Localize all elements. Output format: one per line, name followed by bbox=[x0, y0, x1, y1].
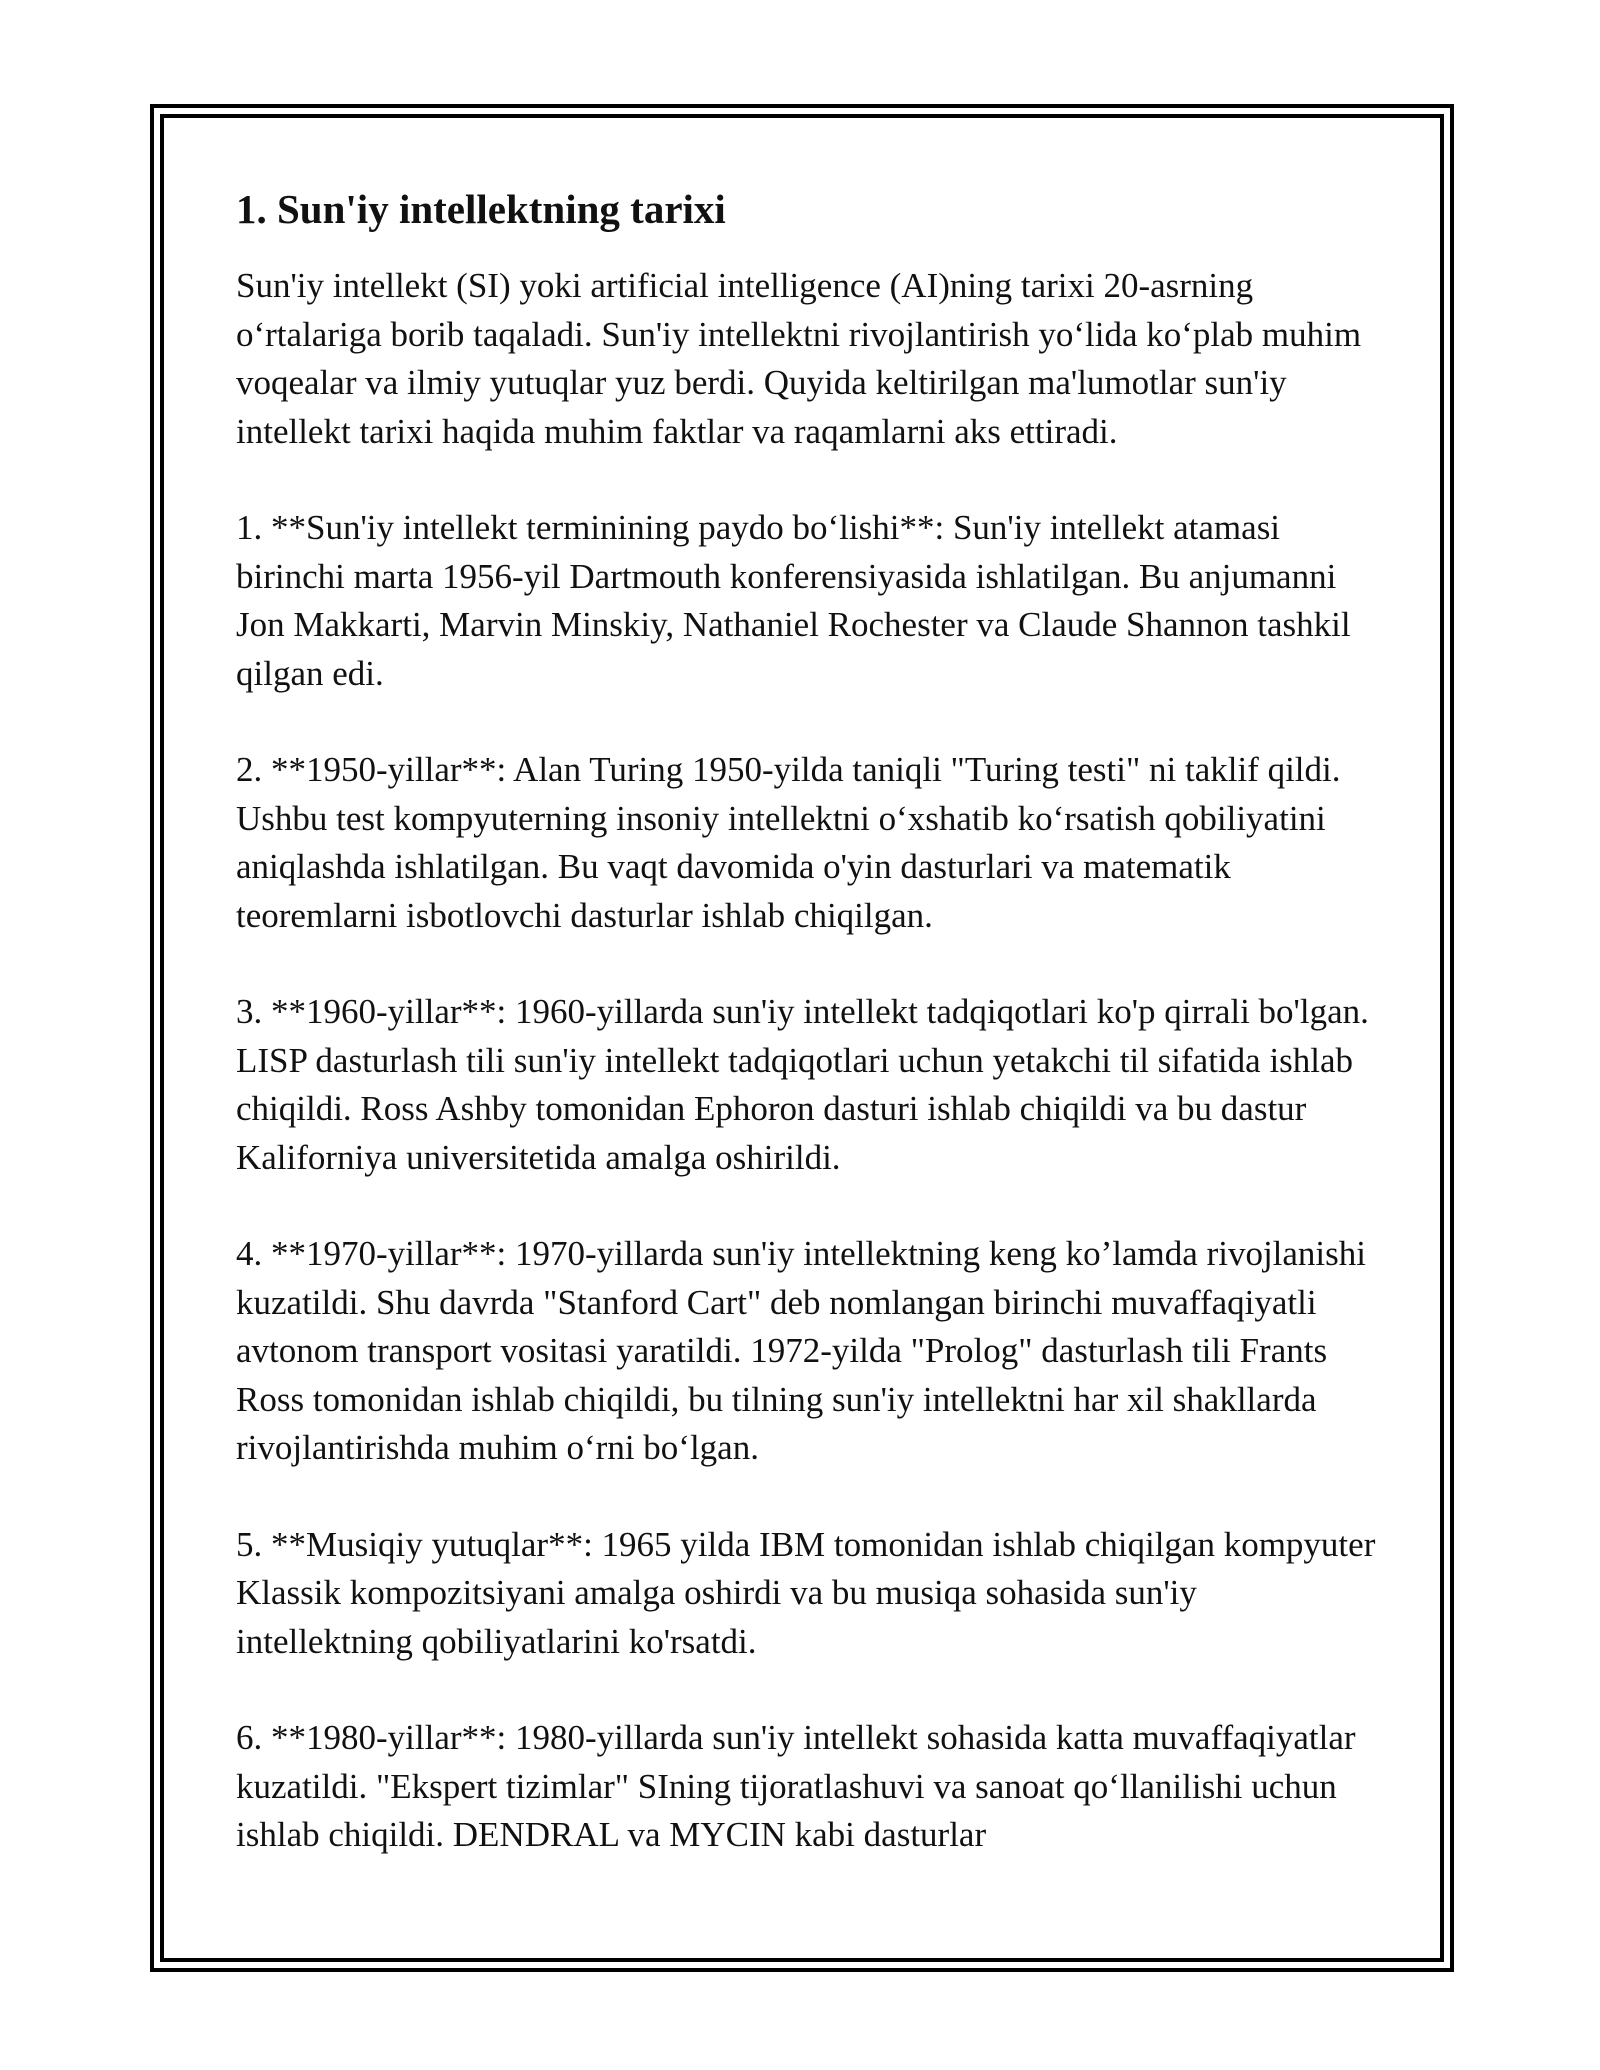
intro-paragraph: Sun'iy intellekt (SI) yoki artificial intelligence (AI)ning tarixi 20-asrning o‘rtalariga borib taqaladi. Sun'iy intellektni rivojlantirish yo‘lida ko‘plab muhim voqealar va ilmiy yutuqlar yuz berdi. Quyida keltirilgan ma'lumotlar sun'iy intellekt tarixi haqida muhim faktlar va raqamlarni aks ettiradi. bbox=[236, 266, 1362, 451]
section-heading: 1. Sun'iy intellektning tarixi bbox=[236, 186, 726, 232]
list-item-2: 2. **1950-yillar**: Alan Turing 1950-yilda taniqli "Turing testi" ni taklif qildi. Ushbu test kompyuterning insoniy intellektni o‘xshatib ko‘rsatish qobiliyatini aniqlashda ishlatilgan. Bu vaqt davomida o'yin dasturlari va matematik teoremlarni isbotlovchi dasturlar ishlab chiqilgan. bbox=[236, 750, 1341, 935]
list-item-5: 5. **Musiqiy yutuqlar**: 1965 yilda IBM tomonidan ishlab chiqilgan kompyuter Klassik kompozitsiyani amalga oshirdi va bu musiqa sohasida sun'iy intellektning qobiliyatlarini ko'rsatdi. bbox=[236, 1524, 1376, 1661]
list-item-4: 4. **1970-yillar**: 1970-yillarda sun'iy intellektning keng ko’lamda rivojlanishi kuzatildi. Shu davrda "Stanford Cart" deb nomlangan birinchi muvaffaqiyatli avtonom transport vositasi yaratildi. 1972-yilda "Prolog" dasturlash tili Frants Ross tomonidan ishlab chiqildi, bu tilning sun'iy intellektni har xil shakllarda rivojlantirishda muhim o‘rni bo‘lgan. bbox=[236, 1234, 1366, 1467]
document-body bbox=[236, 184, 1376, 1908]
list-item-3: 3. **1960-yillar**: 1960-yillarda sun'iy intellekt tadqiqotlari ko'p qirrali bo'lgan. LISP dasturlash tili sun'iy intellekt tadqiqotlari uchun yetakchi til sifatida ishlab chiqildi. Ross Ashby tomonidan Ephoron dasturi ishlab chiqildi va bu dastur Kaliforniya universitetida amalga oshirildi. bbox=[236, 992, 1369, 1177]
list-item-1: 1. **Sun'iy intellekt terminining paydo bo‘lishi**: Sun'iy intellekt atamasi birinchi marta 1956-yil Dartmouth konferensiyasida ishlatilgan. Bu anjumanni Jon Makkarti, Marvin Minskiy, Nathaniel Rochester va Claude Shannon tashkil qilgan edi. bbox=[236, 508, 1351, 693]
list-item-6: 6. **1980-yillar**: 1980-yillarda sun'iy intellekt sohasida katta muvaffaqiyatlar kuzatildi. "Ekspert tizimlar" SIning tijoratlashuvi va sanoat qo‘llanilishi uchun ishlab chiqildi. DENDRAL va MYCIN kabi dasturlar bbox=[236, 1718, 1356, 1854]
